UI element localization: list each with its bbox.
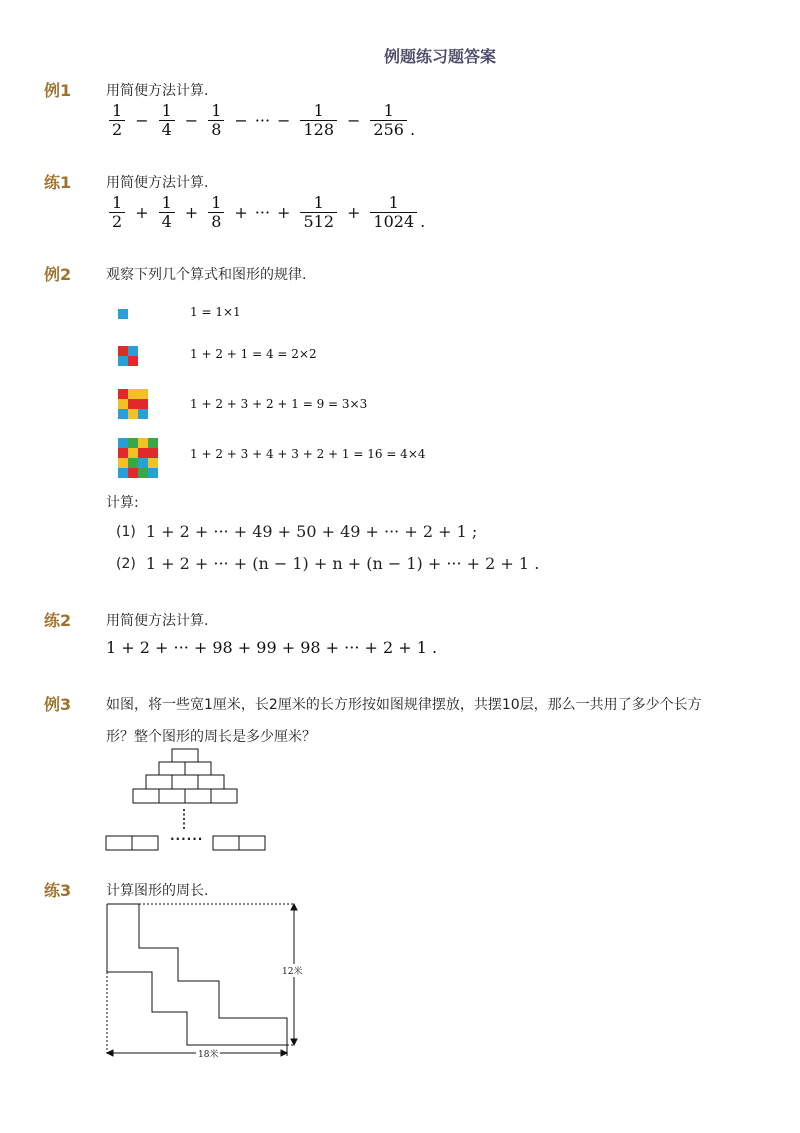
color-square-grid-2 <box>118 346 138 366</box>
color-cell <box>128 409 138 419</box>
practice-2-expression: 1 + 2 + ··· + 98 + 99 + 98 + ··· + 2 + 1 . <box>106 638 438 657</box>
practice-3-label: 练3 <box>44 881 72 900</box>
fraction: $\frac{1}{8}$ <box>208 194 224 231</box>
fraction: $\frac{1}{8}$ <box>208 102 224 139</box>
color-cell <box>118 409 128 419</box>
color-square-grid-1 <box>118 309 128 319</box>
example-1-label: 例1 <box>44 81 72 100</box>
color-cell <box>118 468 128 478</box>
color-cell <box>128 458 138 468</box>
horizontal-dots: ······ <box>170 832 204 846</box>
color-cell <box>118 448 128 458</box>
example-3-text-line-2: 形？整个图形的周长是多少厘米？ <box>106 729 316 745</box>
example-3-label: 例3 <box>44 695 72 714</box>
color-cell <box>138 468 148 478</box>
staircase-perimeter-diagram <box>100 898 310 1063</box>
example-3-text-line-1: 如图，将一些宽1厘米，长2厘米的长方形按如图规律摆放，共摆10层，那么一共用了多少个长方 <box>106 697 702 713</box>
color-cell <box>148 468 158 478</box>
page-title: 例题练习题答案 <box>383 47 496 66</box>
color-cell <box>148 458 158 468</box>
practice-1-text: 用简便方法计算. <box>106 175 209 191</box>
color-cell <box>118 399 128 409</box>
example-2-label: 例2 <box>44 265 72 284</box>
practice-2-label: 练2 <box>44 611 72 630</box>
color-cell <box>128 438 138 448</box>
color-cell <box>128 448 138 458</box>
fraction: $\frac{1}{2}$ <box>109 194 125 231</box>
color-cell <box>118 458 128 468</box>
calc-label: 计算: <box>106 495 139 511</box>
question-1: (1) 1 + 2 + ··· + 49 + 50 + 49 + ··· + 2 + 1 ; <box>116 522 478 541</box>
width-dimension-label: 18米 <box>196 1047 220 1060</box>
fraction: $\frac{1}{2}$ <box>109 102 125 139</box>
equation-2: 1 + 2 + 1 = 4 = 2×2 <box>190 347 317 361</box>
equation-1: 1 = 1×1 <box>190 305 241 319</box>
color-cell <box>128 356 138 366</box>
fraction: $\frac{1}{128}$ <box>300 102 337 139</box>
practice-1-label: 练1 <box>44 173 72 192</box>
color-cell <box>138 438 148 448</box>
color-cell <box>118 346 128 356</box>
color-cell <box>118 309 128 319</box>
color-cell <box>138 448 148 458</box>
color-square-grid-4 <box>118 438 158 478</box>
example-1-text: 用简便方法计算. <box>106 83 209 99</box>
color-cell <box>118 389 128 399</box>
color-square-grid-3 <box>118 389 148 419</box>
color-cell <box>138 389 148 399</box>
equation-3: 1 + 2 + 3 + 2 + 1 = 9 = 3×3 <box>190 397 368 411</box>
equation-4: 1 + 2 + 3 + 4 + 3 + 2 + 1 = 16 = 4×4 <box>190 447 426 461</box>
question-2: (2) 1 + 2 + ··· + (n − 1) + n + (n − 1) + ··· + 2 + 1 . <box>116 554 540 573</box>
example-2-text: 观察下列几个算式和图形的规律. <box>106 267 307 283</box>
fraction: $\frac{1}{512}$ <box>300 194 337 231</box>
color-cell <box>118 438 128 448</box>
fraction: $\frac{1}{1024}$ <box>370 194 417 231</box>
color-cell <box>118 356 128 366</box>
fraction: $\frac{1}{4}$ <box>159 102 175 139</box>
color-cell <box>138 458 148 468</box>
color-cell <box>128 346 138 356</box>
height-dimension-label: 12米 <box>282 964 302 977</box>
fraction: $\frac{1}{256}$ <box>370 102 407 139</box>
fraction: $\frac{1}{4}$ <box>159 194 175 231</box>
practice-3-text: 计算图形的周长. <box>106 883 209 899</box>
color-cell <box>148 438 158 448</box>
example-1-expression: $\frac{1}{2}$ − $\frac{1}{4}$ − $\frac{1}{8}$ − ··· − $\frac{1}{128}$ − $\frac{1}{256}$ . <box>106 102 415 139</box>
color-cell <box>128 468 138 478</box>
color-cell <box>148 448 158 458</box>
practice-2-text: 用简便方法计算. <box>106 613 209 629</box>
color-cell <box>128 399 138 409</box>
color-cell <box>138 399 148 409</box>
color-cell <box>138 409 148 419</box>
practice-1-expression: $\frac{1}{2}$ + $\frac{1}{4}$ + $\frac{1}{8}$ + ··· + $\frac{1}{512}$ + $\frac{1}{1024}$ . <box>106 194 425 231</box>
color-cell <box>128 389 138 399</box>
